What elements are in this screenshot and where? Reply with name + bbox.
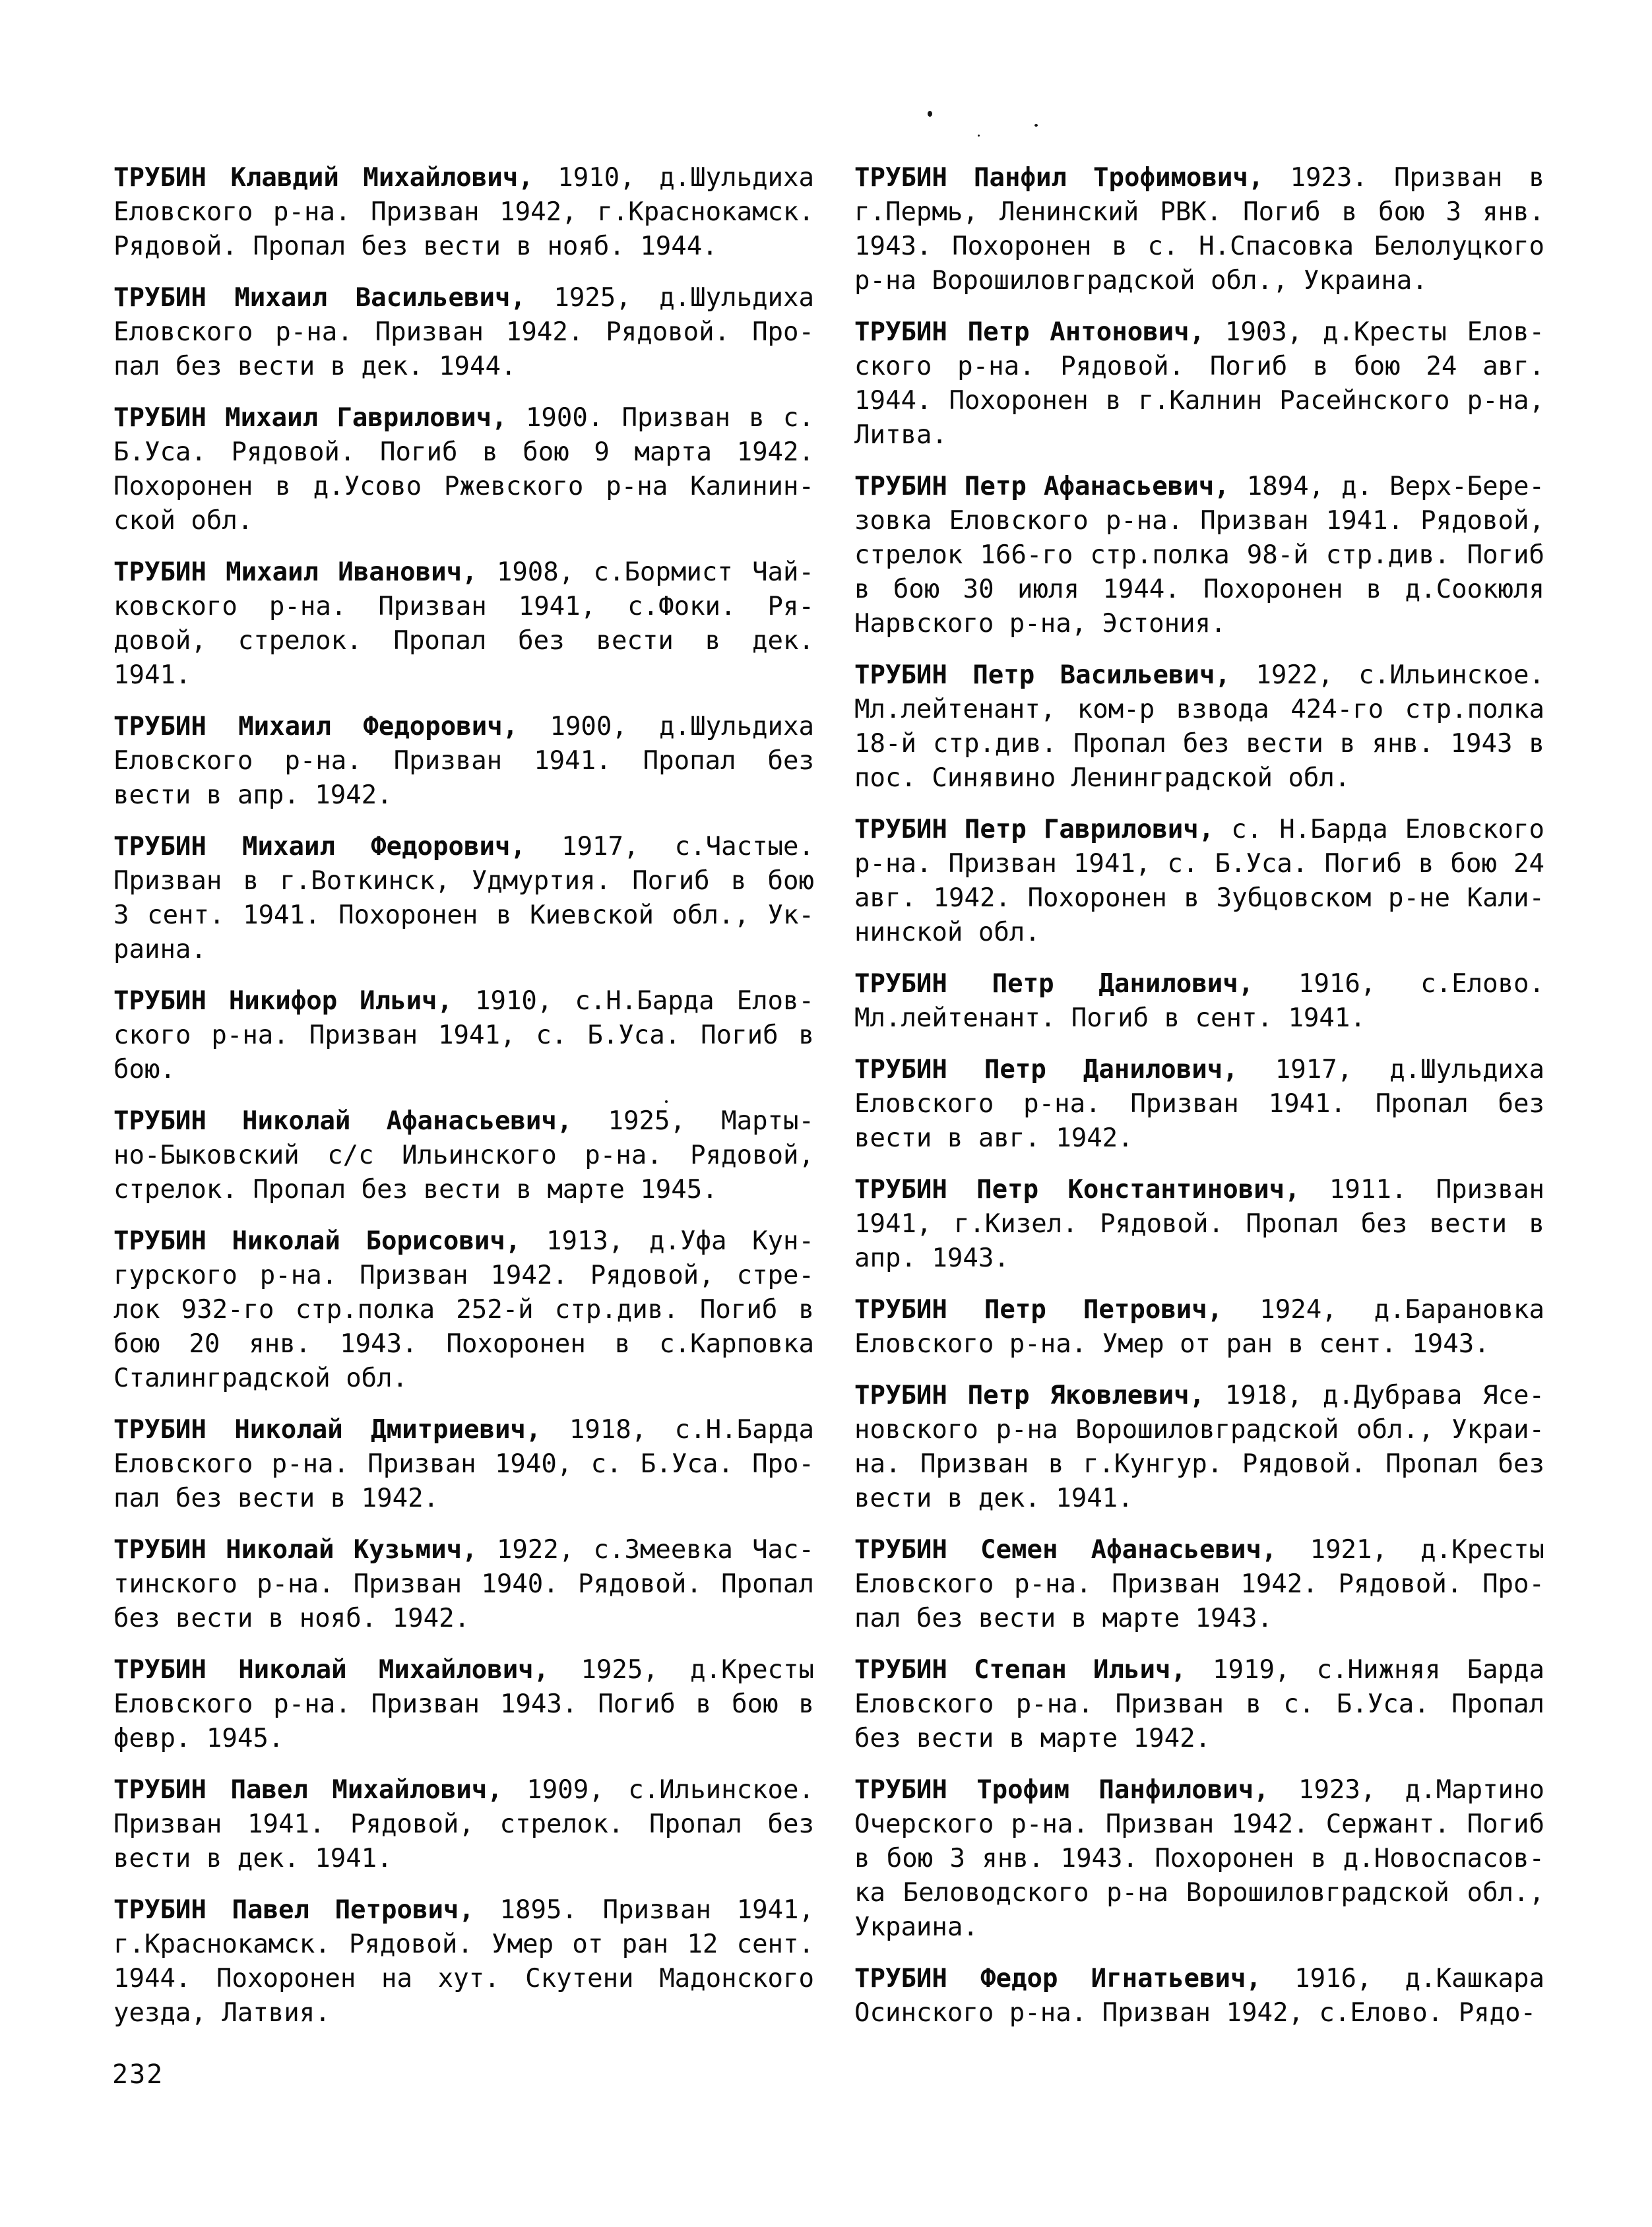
memorial-entry [854, 813, 1544, 950]
memorial-entry [113, 830, 814, 967]
left-column [113, 161, 814, 2048]
entry-line: ТРУБИН Михаил Иванович, 1908, с.Бормист Чай- [113, 557, 814, 587]
memorial-entry [854, 161, 1544, 298]
entry-line: ТРУБИН Клавдий Михайлович, 1910, д.Шульдиха [113, 163, 814, 193]
memorial-entry [854, 1053, 1544, 1156]
entry-name: ТРУБИН Петр Васильевич, [854, 660, 1230, 690]
entry-line: Сталинградской обл. [113, 1364, 408, 1393]
entry-name: ТРУБИН Панфил Трофимович, [854, 163, 1264, 193]
entry-line: 1944. Похоронен в г.Калнин Расейнского р-на, [854, 386, 1544, 416]
entry-line: Еловского р-на. Призван 1943. Погиб в бою в [113, 1689, 814, 1719]
entry-name: ТРУБИН Петр Афанасьевич, [854, 472, 1230, 501]
memorial-entry [113, 401, 814, 538]
entry-line: довой, стрелок. Пропал без вести в дек. [113, 626, 814, 656]
entry-name: ТРУБИН Михаил Федорович, [113, 832, 526, 862]
entry-line: на. Призван в г.Кунгур. Рядовой. Пропал без [854, 1449, 1544, 1479]
entry-line: ТРУБИН Михаил Федорович, 1900, д.Шульдиха [113, 712, 814, 741]
entry-name: ТРУБИН Павел Михайлович, [113, 1775, 503, 1805]
memorial-entry [854, 1379, 1544, 1516]
entry-name: ТРУБИН Семен Афанасьевич, [854, 1535, 1277, 1565]
entry-line: ТРУБИН Петр Яковлевич, 1918, д.Дубрава Ясе- [854, 1381, 1544, 1410]
entry-line: ТРУБИН Панфил Трофимович, 1923. Призван в [854, 163, 1544, 193]
entry-line: пал без вести в марте 1943. [854, 1604, 1273, 1633]
entry-line: тинского р-на. Призван 1940. Рядовой. Пропал [113, 1569, 814, 1599]
entry-line: в бою 3 янв. 1943. Похоронен в д.Новоспасов- [854, 1844, 1544, 1873]
memorial-entry [113, 710, 814, 813]
entry-line: в бою 30 июля 1944. Похоронен в д.Соокюля [854, 575, 1544, 604]
entry-name: ТРУБИН Клавдий Михайлович, [113, 163, 534, 193]
entry-line: Еловского р-на. Призван 1942. Рядовой. Про- [113, 317, 814, 347]
memorial-entry [854, 1533, 1544, 1636]
entry-line: Еловского р-на. Призван 1942. Рядовой. Про- [854, 1569, 1544, 1599]
entry-line: Нарвского р-на, Эстония. [854, 609, 1226, 639]
entry-line: ТРУБИН Никифор Ильич, 1910, с.Н.Барда Елов- [113, 986, 814, 1016]
entry-line: Литва. [854, 420, 947, 450]
entry-line: Украина. [854, 1912, 978, 1942]
entry-line: Еловского р-на. Призван 1942, г.Краснокамск. [113, 197, 814, 227]
entry-line: ТРУБИН Николай Афанасьевич, 1925, Марты- [113, 1106, 814, 1136]
entry-line: ковского р-на. Призван 1941, с.Фоки. Ря- [113, 592, 814, 621]
entry-name: ТРУБИН Николай Михайлович, [113, 1655, 550, 1685]
memorial-entry [854, 1293, 1544, 1362]
entry-line: вести в апр. 1942. [113, 780, 393, 810]
entry-line: Б.Уса. Рядовой. Погиб в бою 9 марта 1942. [113, 437, 814, 467]
entry-line: Еловского р-на. Призван 1941. Пропал без [113, 746, 814, 776]
entry-line: вести в авг. 1942. [854, 1123, 1133, 1153]
entry-line: вести в дек. 1941. [854, 1484, 1133, 1513]
entry-name: ТРУБИН Николай Борисович, [113, 1226, 521, 1256]
entry-name: ТРУБИН Никифор Ильич, [113, 986, 453, 1016]
entry-name: ТРУБИН Николай Афанасьевич, [113, 1106, 573, 1136]
memorial-entry [113, 161, 814, 264]
entry-line: зовка Еловского р-на. Призван 1941. Рядовой, [854, 506, 1544, 536]
entry-line: гурского р-на. Призван 1942. Рядовой, стре- [113, 1261, 814, 1290]
entry-line: нинской обл. [854, 918, 1040, 947]
entry-line: ского р-на. Рядовой. Погиб в бою 24 авг. [854, 352, 1544, 381]
page-number: 232 [112, 2059, 164, 2090]
entry-line: Похоронен в д.Усово Ржевского р-на Калинин- [113, 472, 814, 501]
memorial-entry [854, 658, 1544, 796]
entry-name: ТРУБИН Петр Константинович, [854, 1175, 1300, 1205]
entry-line: 1943. Похоронен в с. Н.Спасовка Белолуцкого [854, 232, 1544, 261]
entry-line: 18-й стр.див. Пропал без вести в янв. 1943 в [854, 729, 1544, 759]
entry-line: без вести в марте 1942. [854, 1724, 1211, 1753]
entry-line: ской обл. [113, 506, 253, 536]
entry-name: ТРУБИН Михаил Федорович, [113, 712, 519, 741]
scan-speck [1034, 124, 1038, 127]
entry-line: р-на Ворошиловградской обл., Украина. [854, 266, 1428, 296]
entry-line: 3 сент. 1941. Похоронен в Киевской обл., Ук- [113, 900, 814, 930]
entry-line: ТРУБИН Михаил Васильевич, 1925, д.Шульдиха [113, 283, 814, 313]
entry-line: Еловского р-на. Умер от ран в сент. 1943. [854, 1329, 1490, 1359]
entry-name: ТРУБИН Николай Дмитриевич, [113, 1415, 542, 1445]
memorial-entry [854, 315, 1544, 453]
entry-line: стрелок. Пропал без вести в марте 1945. [113, 1175, 718, 1205]
entry-line: авг. 1942. Похоронен в Зубцовском р-не Кали- [854, 883, 1544, 913]
entry-line: ТРУБИН Семен Афанасьевич, 1921, д.Кресты [854, 1535, 1545, 1565]
memorial-entry [113, 1224, 814, 1396]
entry-line: пал без вести в 1942. [113, 1484, 439, 1513]
memorial-entry [113, 1413, 814, 1516]
memorial-entry [113, 281, 814, 384]
entry-name: ТРУБИН Петр Гаврилович, [854, 815, 1215, 844]
entry-line: 1944. Похоронен на хут. Скутени Мадонского [113, 1964, 814, 1993]
memorial-entry [113, 1533, 814, 1636]
entry-line: 1941. [113, 660, 191, 690]
entry-line: раина. [113, 935, 206, 964]
entry-line: ского р-на. Призван 1941, с. Б.Уса. Погиб в [113, 1020, 814, 1050]
entry-line: ТРУБИН Степан Ильич, 1919, с.Нижняя Барда [854, 1655, 1544, 1685]
entry-line: Рядовой. Пропал без вести в нояб. 1944. [113, 232, 718, 261]
entry-line: ТРУБИН Николай Кузьмич, 1922, с.Змеевка Час- [113, 1535, 814, 1565]
entry-name: ТРУБИН Михаил Васильевич, [113, 283, 526, 313]
entry-line: ТРУБИН Петр Константинович, 1911. Призван [854, 1175, 1544, 1205]
entry-name: ТРУБИН Петр Антонович, [854, 317, 1205, 347]
entry-line: Призван в г.Воткинск, Удмуртия. Погиб в бою [113, 866, 814, 896]
memorial-entry [113, 1104, 814, 1207]
entry-line: Осинского р-на. Призван 1942, с.Елово. Рядо- [854, 1998, 1537, 2028]
entry-name: ТРУБИН Трофим Панфилович, [854, 1775, 1269, 1805]
entry-line: ка Беловодского р-на Ворошиловградской обл., [854, 1878, 1544, 1908]
entry-line: без вести в нояб. 1942. [113, 1604, 470, 1633]
scan-speck [978, 135, 980, 137]
memorial-entry [113, 1893, 814, 2030]
entry-line: Мл.лейтенант. Погиб в сент. 1941. [854, 1003, 1366, 1033]
entry-name: ТРУБИН Петр Петрович, [854, 1295, 1223, 1325]
entry-line: ТРУБИН Николай Михайлович, 1925, д.Кресты [113, 1655, 814, 1685]
entry-line: февр. 1945. [113, 1724, 284, 1753]
entry-line: ТРУБИН Петр Гаврилович, с. Н.Барда Еловского [854, 815, 1544, 844]
entry-line: ТРУБИН Федор Игнатьевич, 1916, д.Кашкара [854, 1964, 1544, 1993]
entry-name: ТРУБИН Павел Петрович, [113, 1895, 474, 1925]
entry-line: ТРУБИН Николай Дмитриевич, 1918, с.Н.Барда [113, 1415, 814, 1445]
entry-line: р-на. Призван 1941, с. Б.Уса. Погиб в бою 24 [854, 849, 1544, 879]
entry-name: ТРУБИН Петр Данилович, [854, 969, 1254, 999]
entry-line: г.Краснокамск. Рядовой. Умер от ран 12 сент. [113, 1929, 814, 1959]
entry-line: бою 20 янв. 1943. Похоронен в с.Карповка [113, 1329, 814, 1359]
memorial-entry [854, 1173, 1544, 1276]
memorial-entry [854, 967, 1544, 1036]
memorial-entry [113, 1653, 814, 1756]
entry-line: Очерского р-на. Призван 1942. Сержант. Погиб [854, 1809, 1544, 1839]
memorial-entry [113, 555, 814, 693]
entry-line: но-Быковский с/с Ильинского р-на. Рядовой, [113, 1141, 814, 1170]
entry-line: ТРУБИН Павел Михайлович, 1909, с.Ильинское. [113, 1775, 814, 1805]
entry-name: ТРУБИН Николай Кузьмич, [113, 1535, 478, 1565]
right-column [854, 161, 1544, 2048]
entry-line: ТРУБИН Николай Борисович, 1913, д.Уфа Кун- [113, 1226, 815, 1256]
entry-line: новского р-на Ворошиловградской обл., Украи- [854, 1415, 1544, 1445]
entry-line: ТРУБИН Павел Петрович, 1895. Призван 1941, [113, 1895, 815, 1925]
entry-line: вести в дек. 1941. [113, 1844, 393, 1873]
entry-line: пос. Синявино Ленинградской обл. [854, 763, 1350, 793]
entry-name: ТРУБИН Федор Игнатьевич, [854, 1964, 1261, 1993]
entry-line: апр. 1943. [854, 1243, 1009, 1273]
entry-line: Еловского р-на. Призван 1940, с. Б.Уса. Про- [113, 1449, 814, 1479]
memorial-entry [113, 984, 814, 1087]
entry-line: ТРУБИН Петр Данилович, 1916, с.Елово. [854, 969, 1545, 999]
entry-name: ТРУБИН Степан Ильич, [854, 1655, 1186, 1685]
entry-line: бою. [113, 1055, 175, 1084]
entry-line: Призван 1941. Рядовой, стрелок. Пропал без [113, 1809, 814, 1839]
entry-line: Мл.лейтенант, ком-р взвода 424-го стр.полка [854, 695, 1544, 724]
entry-line: Еловского р-на. Призван в с. Б.Уса. Пропал [854, 1689, 1544, 1719]
entry-line: ТРУБИН Петр Васильевич, 1922, с.Ильинское. [854, 660, 1545, 690]
scan-speck [665, 1100, 668, 1103]
entry-line: ТРУБИН Петр Данилович, 1917, д.Шульдиха [854, 1055, 1544, 1084]
entry-line: лок 932-го стр.полка 252-й стр.див. Погиб в [113, 1295, 814, 1325]
entry-line: ТРУБИН Михаил Гаврилович, 1900. Призван в с. [113, 403, 814, 433]
entry-line: Еловского р-на. Призван 1941. Пропал без [854, 1089, 1544, 1119]
entry-line: ТРУБИН Петр Петрович, 1924, д.Барановка [854, 1295, 1544, 1325]
entry-line: уезда, Латвия. [113, 1998, 331, 2028]
entry-line: ТРУБИН Петр Антонович, 1903, д.Кресты Елов- [854, 317, 1544, 347]
entry-line: стрелок 166-го стр.полка 98-й стр.див. Погиб [854, 540, 1544, 570]
entry-name: ТРУБИН Петр Яковлевич, [854, 1381, 1205, 1410]
memorial-entry [854, 470, 1544, 641]
entry-line: г.Пермь, Ленинский РВК. Погиб в бою 3 янв. [854, 197, 1544, 227]
entry-line: ТРУБИН Трофим Панфилович, 1923, д.Мартино [854, 1775, 1544, 1805]
memorial-entry [854, 1962, 1544, 2030]
memorial-entry [113, 1773, 814, 1876]
entry-name: ТРУБИН Михаил Гаврилович, [113, 403, 507, 433]
entry-name: ТРУБИН Михаил Иванович, [113, 557, 478, 587]
entry-line: ТРУБИН Петр Афанасьевич, 1894, д. Верх-Бере- [854, 472, 1544, 501]
entry-name: ТРУБИН Петр Данилович, [854, 1055, 1238, 1084]
entry-line: пал без вести в дек. 1944. [113, 352, 517, 381]
memorial-entry [854, 1773, 1544, 1945]
memorial-entry [854, 1653, 1544, 1756]
entry-line: ТРУБИН Михаил Федорович, 1917, с.Частые. [113, 832, 814, 862]
scan-speck [928, 111, 932, 117]
entry-line: 1941, г.Кизел. Рядовой. Пропал без вести в [854, 1209, 1544, 1239]
